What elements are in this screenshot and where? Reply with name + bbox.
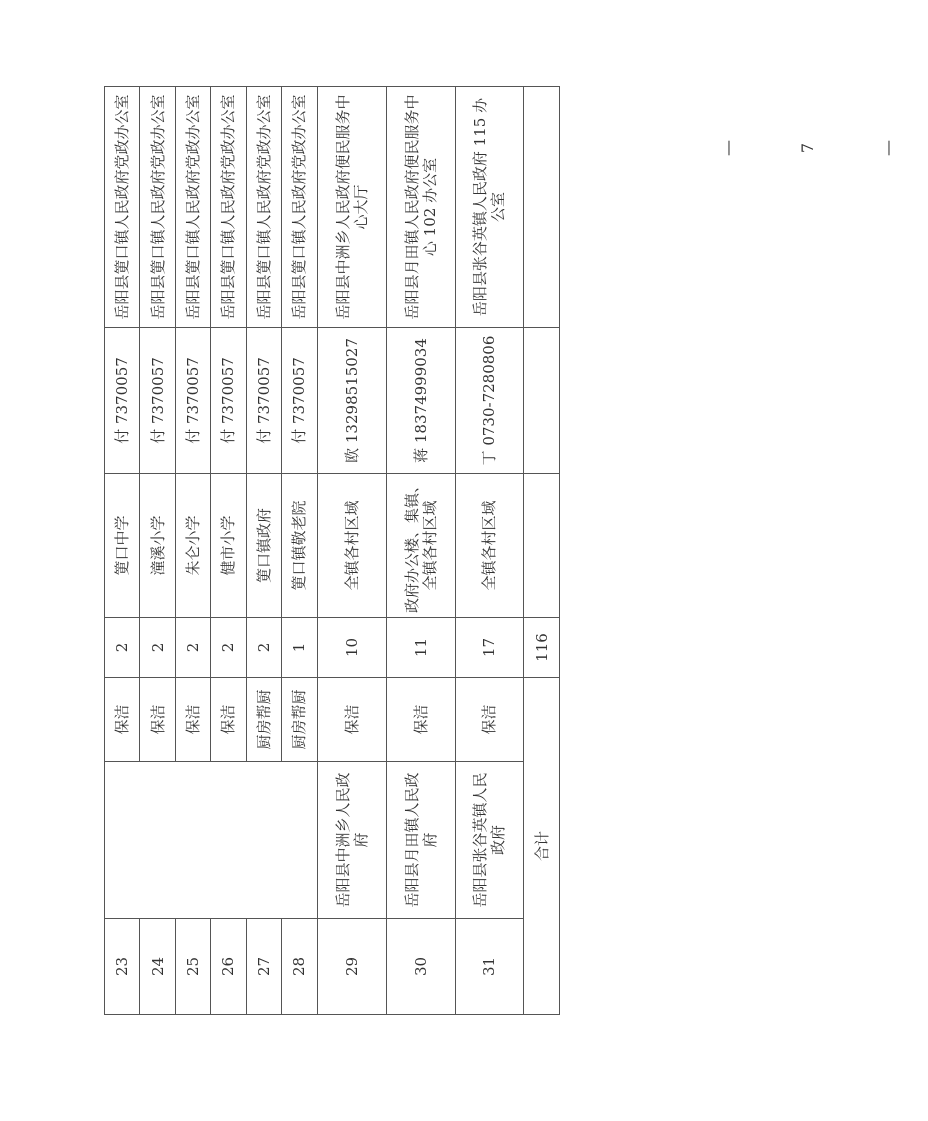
table-row bbox=[317, 87, 386, 1015]
row-number: 27 bbox=[246, 919, 281, 1015]
total-count: 116 bbox=[524, 618, 560, 678]
job-type: 厨房帮厨 bbox=[282, 678, 317, 762]
work-location: 筻口镇政府 bbox=[246, 474, 281, 618]
row-number: 23 bbox=[105, 919, 140, 1015]
total-label: 合计 bbox=[524, 678, 560, 1015]
contact: 蒋 18374999034 bbox=[386, 328, 455, 474]
contact: 付 7370057 bbox=[246, 328, 281, 474]
headcount: 11 bbox=[386, 618, 455, 678]
address: 岳阳县筻口镇人民政府党政办公室 bbox=[246, 87, 281, 328]
rotated-table-container bbox=[104, 87, 560, 1015]
empty-cell bbox=[524, 474, 560, 618]
headcount: 1 bbox=[282, 618, 317, 678]
total-row bbox=[524, 87, 560, 1015]
job-type: 保洁 bbox=[105, 678, 140, 762]
work-location: 全镇各村区域 bbox=[317, 474, 386, 618]
address: 岳阳县月田镇人民政府便民服务中心 102 办公室 bbox=[386, 87, 455, 328]
employer-cell: 岳阳县月田镇人民政府 bbox=[386, 762, 455, 919]
work-location: 筻口中学 bbox=[105, 474, 140, 618]
table-row bbox=[175, 87, 210, 1015]
contact: 付 7370057 bbox=[140, 328, 175, 474]
employer-cell: 岳阳县中洲乡人民政府 bbox=[317, 762, 386, 919]
job-type: 保洁 bbox=[140, 678, 175, 762]
work-location: 全镇各村区域 bbox=[455, 474, 524, 618]
address: 岳阳县筻口镇人民政府党政办公室 bbox=[211, 87, 246, 328]
row-number: 26 bbox=[211, 919, 246, 1015]
employer-cell bbox=[211, 762, 246, 919]
contact: 付 7370057 bbox=[175, 328, 210, 474]
table-row bbox=[455, 87, 524, 1015]
employer-cell bbox=[246, 762, 281, 919]
work-location: 政府办公楼、集镇、全镇各村区域 bbox=[386, 474, 455, 618]
row-number: 24 bbox=[140, 919, 175, 1015]
headcount: 17 bbox=[455, 618, 524, 678]
headcount: 2 bbox=[175, 618, 210, 678]
table-row bbox=[386, 87, 455, 1015]
row-number: 25 bbox=[175, 919, 210, 1015]
contact: 欧 13298515027 bbox=[317, 328, 386, 474]
table-row bbox=[211, 87, 246, 1015]
headcount: 2 bbox=[105, 618, 140, 678]
address: 岳阳县张谷英镇人民政府 115 办公室 bbox=[455, 87, 524, 328]
row-number: 30 bbox=[386, 919, 455, 1015]
work-location: 朱仑小学 bbox=[175, 474, 210, 618]
job-type: 保洁 bbox=[455, 678, 524, 762]
employer-cell bbox=[105, 762, 140, 919]
headcount: 2 bbox=[211, 618, 246, 678]
employer-cell bbox=[175, 762, 210, 919]
address: 岳阳县筻口镇人民政府党政办公室 bbox=[282, 87, 317, 328]
job-type: 保洁 bbox=[317, 678, 386, 762]
employer-cell: 岳阳县张谷英镇人民政府 bbox=[455, 762, 524, 919]
work-location: 筻口镇敬老院 bbox=[282, 474, 317, 618]
contact: 付 7370057 bbox=[105, 328, 140, 474]
empty-cell bbox=[524, 328, 560, 474]
work-location: 健市小学 bbox=[211, 474, 246, 618]
employer-cell bbox=[140, 762, 175, 919]
job-type: 保洁 bbox=[175, 678, 210, 762]
staff-table bbox=[104, 86, 560, 1015]
address: 岳阳县筻口镇人民政府党政办公室 bbox=[175, 87, 210, 328]
contact: 付 7370057 bbox=[282, 328, 317, 474]
headcount: 10 bbox=[317, 618, 386, 678]
address: 岳阳县筻口镇人民政府党政办公室 bbox=[105, 87, 140, 328]
job-type: 保洁 bbox=[211, 678, 246, 762]
contact: 付 7370057 bbox=[211, 328, 246, 474]
row-number: 28 bbox=[282, 919, 317, 1015]
job-type: 保洁 bbox=[386, 678, 455, 762]
contact: 丁 0730-7280806 bbox=[455, 328, 524, 474]
row-number: 29 bbox=[317, 919, 386, 1015]
empty-cell bbox=[524, 87, 560, 328]
table-row bbox=[282, 87, 317, 1015]
table-row bbox=[246, 87, 281, 1015]
row-number: 31 bbox=[455, 919, 524, 1015]
headcount: 2 bbox=[246, 618, 281, 678]
job-type: 厨房帮厨 bbox=[246, 678, 281, 762]
work-location: 潼溪小学 bbox=[140, 474, 175, 618]
employer-cell bbox=[282, 762, 317, 919]
table-row bbox=[105, 87, 140, 1015]
headcount: 2 bbox=[140, 618, 175, 678]
address: 岳阳县筻口镇人民政府党政办公室 bbox=[140, 87, 175, 328]
address: 岳阳县中洲乡人民政府便民服务中心大厅 bbox=[317, 87, 386, 328]
page-number: — 7 — bbox=[718, 140, 897, 156]
table-row bbox=[140, 87, 175, 1015]
